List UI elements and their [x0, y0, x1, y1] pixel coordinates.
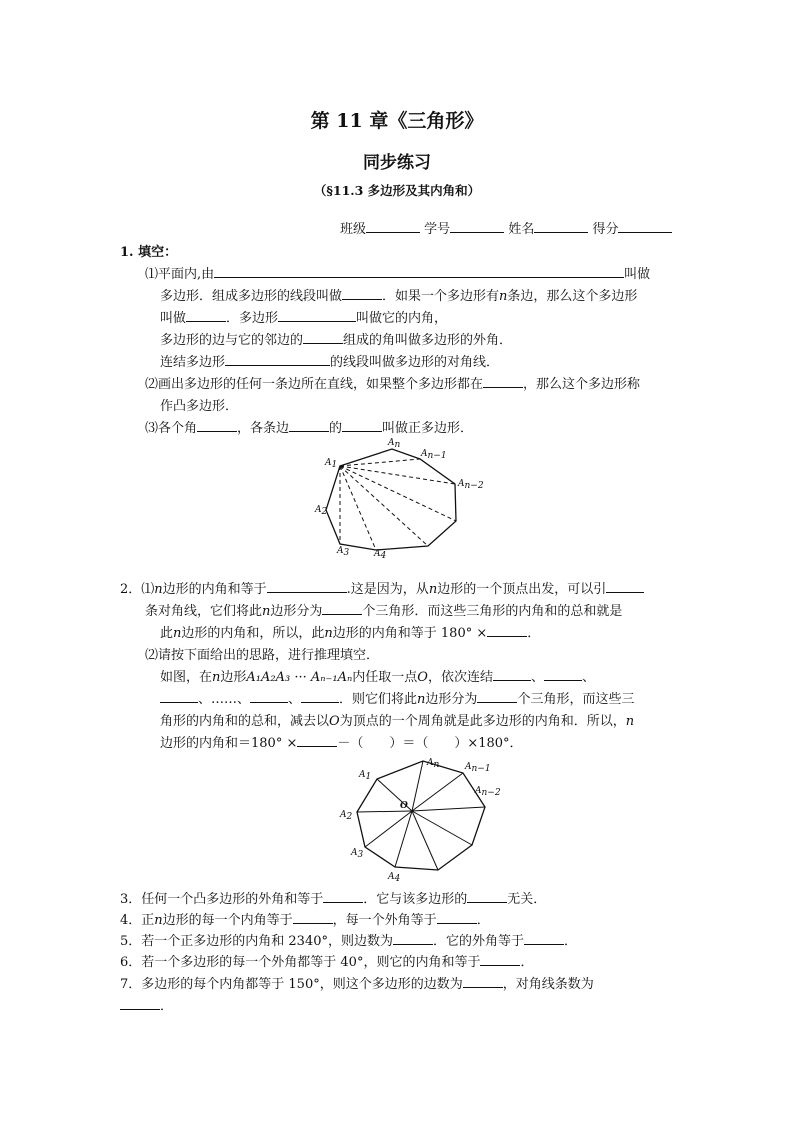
q6-line: 6．若一个多边形的每一个外角都等于 40°，则它的内角和等于 ．: [120, 955, 534, 970]
q1-p1-line3: 叫做 ．多边形 叫做它的内角，: [160, 311, 448, 326]
q1-p2-line1: ⑵画出多边形的任何一条边所在直线，如果整个多边形都在 ，那么这个多边形称: [145, 377, 641, 392]
q2-line2: 条对角线，它们将此n边形分为 个三角形．而这些三角形的内角和的总和就是: [145, 604, 623, 619]
polygon-outline: [357, 761, 485, 870]
q7-blank-1[interactable]: [463, 975, 503, 988]
q6-blank-1[interactable]: [480, 953, 520, 966]
q4-blank-2[interactable]: [437, 911, 477, 924]
vertex-label-an-2: An−2: [475, 786, 501, 798]
vertex-label-an-2: An−2: [458, 479, 484, 491]
q2-blank-11[interactable]: [297, 734, 337, 747]
q2-line1: 2．⑴n边形的内角和等于 .这是因为，从n边形的一个顶点出发，可以引: [120, 580, 644, 599]
vertex-label-an: An: [427, 758, 440, 770]
polygon-diagonals-figure: [310, 436, 484, 561]
q1-p1-line1: ⑴平面内,由 叫做: [145, 267, 651, 282]
vertex-label-an: An: [388, 438, 401, 450]
student-no-label: 学号: [424, 222, 451, 237]
q1-p3: ⑶各个角 ，各条边 的 叫做正多边形．: [145, 421, 474, 436]
class-blank[interactable]: [366, 220, 420, 233]
student-info-row: [340, 218, 672, 237]
q2-blank-4[interactable]: [487, 624, 527, 637]
q2-blank-3[interactable]: [322, 602, 362, 615]
name-label: 姓名: [508, 222, 535, 237]
q1-p1-line2: 多边形．组成多边形的线段叫做 ．如果一个多边形有n条边，那么这个多边形: [160, 289, 638, 304]
q4-line: 4．正n边形的每一个内角等于 ，每一个外角等于 ．: [120, 913, 490, 928]
center-point-label: O: [400, 801, 408, 811]
vertex-label-a1: A1: [325, 458, 338, 470]
q2-line7: 角形的内角和的总和，减去以O为顶点的一个周角就是此多边形的内角和．所以，n: [160, 714, 635, 729]
q3-blank-2[interactable]: [467, 890, 507, 903]
chapter-title: 第 11 章《三角形》: [310, 110, 484, 132]
q1-blank-2[interactable]: [342, 287, 382, 300]
q2-line8: 边形的内角和＝180° × －（ ）＝（ ）×180°．: [160, 736, 523, 751]
vertex-label-a2: A2: [315, 505, 328, 517]
q3-line: 3．任何一个凸多边形的外角和等于 ．它与该多边形的 无关．: [120, 892, 547, 907]
score-label: 得分: [592, 222, 619, 237]
q2-p2-intro: ⑵请按下面给出的思路，进行推理填空．: [145, 648, 380, 663]
polygon-interior-point-figure: [335, 755, 500, 885]
class-label: 班级: [340, 222, 367, 237]
vertex-label-a3: A3: [351, 848, 364, 860]
q1-blank-9[interactable]: [289, 419, 329, 432]
polygon-outline: [326, 449, 456, 550]
q3-blank-1[interactable]: [323, 890, 363, 903]
q2-line3: 此n边形的内角和，所以，此n边形的内角和等于 180° × ．: [160, 626, 541, 641]
section-title: （§11.3 多边形及其内角和）: [313, 183, 481, 198]
vertex-label-a1: A1: [359, 770, 372, 782]
vertex-label-a4: A4: [388, 872, 401, 884]
q1-blank-6[interactable]: [225, 353, 330, 366]
score-blank[interactable]: [618, 220, 672, 233]
student-no-blank[interactable]: [450, 220, 504, 233]
q7-line2: ．: [120, 997, 173, 1016]
q5-line: 5．若一个正多边形的内角和 2340°，则边数为 ．它的外角等于 ．: [120, 934, 578, 949]
q2-line5: 如图，在n边形A₁A₂A₃ ··· Aₙ₋₁Aₙ内任取一点O，依次连结 、 、: [160, 670, 595, 685]
q4-blank-1[interactable]: [293, 911, 333, 924]
q2-line6: 、……、 、 ．则它们将此n边形分为 个三角形，而这些三: [160, 690, 634, 709]
q7-blank-2[interactable]: [120, 997, 160, 1010]
q1-blank-5[interactable]: [303, 331, 343, 344]
q5-blank-2[interactable]: [524, 932, 564, 945]
q2-blank-2[interactable]: [606, 580, 644, 593]
q2-blank-7[interactable]: [160, 690, 198, 703]
page-subtitle: 同步练习: [363, 153, 431, 173]
q2-blank-10[interactable]: [477, 690, 517, 703]
vertex-label-an-1: An−1: [421, 449, 447, 461]
q1-p2-line2: 作凸多边形．: [160, 399, 239, 414]
q1-heading: 1. 填空：: [120, 245, 178, 260]
q2-blank-5[interactable]: [493, 668, 531, 681]
q5-blank-1[interactable]: [393, 932, 433, 945]
q1-blank-3[interactable]: [186, 309, 226, 322]
vertex-label-a4: A4: [374, 549, 387, 561]
vertex-label-an-1: An−1: [465, 762, 491, 774]
q1-blank-10[interactable]: [342, 419, 382, 432]
q7-line1: 7．多边形的每个内角都等于 150°，则这个多边形的边数为 ，对角线条数为: [120, 977, 594, 992]
q2-blank-9[interactable]: [301, 690, 339, 703]
vertex-label-a2: A2: [340, 810, 353, 822]
q1-blank-4[interactable]: [278, 309, 356, 322]
q2-blank-6[interactable]: [544, 668, 582, 681]
q1-p1-line4: 多边形的边与它的邻边的 组成的角叫做多边形的外角．: [160, 333, 513, 348]
q2-blank-1[interactable]: [267, 580, 347, 593]
q1-blank-8[interactable]: [197, 419, 237, 432]
q1-p1-line5: 连结多边形 的线段叫做多边形的对角线．: [160, 355, 500, 370]
q1-blank-7[interactable]: [483, 375, 523, 388]
vertex-label-a3: A3: [337, 546, 350, 558]
name-blank[interactable]: [534, 220, 588, 233]
q2-blank-8[interactable]: [250, 690, 288, 703]
q1-blank-1[interactable]: [214, 265, 624, 278]
